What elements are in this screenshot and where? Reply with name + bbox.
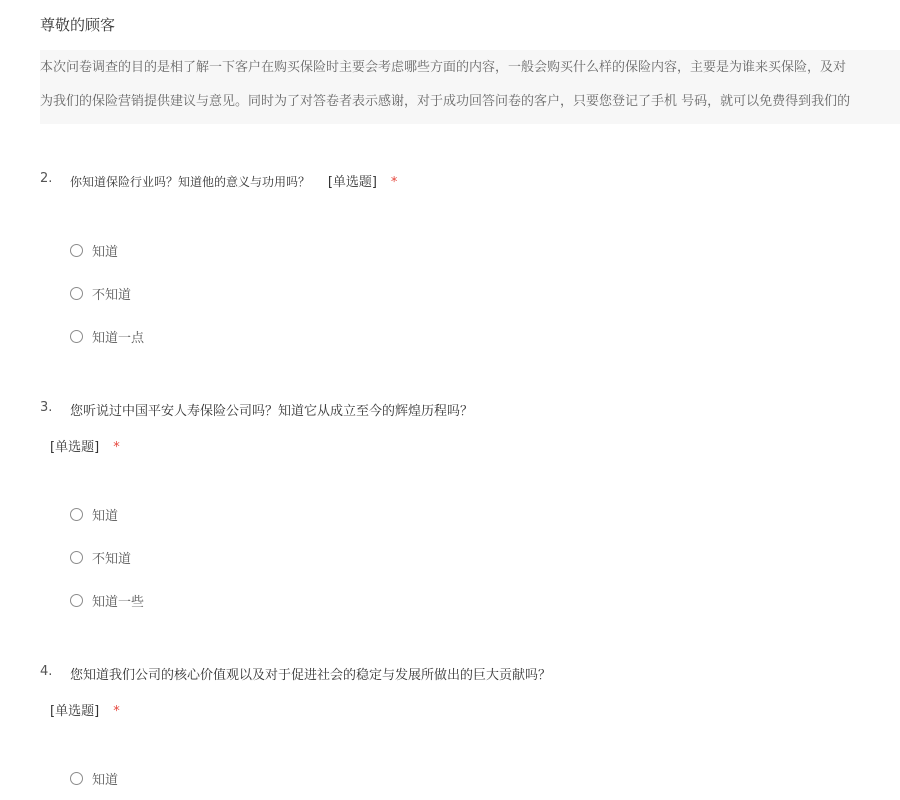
question-type: [单选题] <box>50 704 100 719</box>
option-label: 不知道 <box>92 287 132 303</box>
option-label: 知道 <box>92 508 119 524</box>
question-type: [单选题] <box>327 175 377 190</box>
option-radio[interactable] <box>70 769 118 787</box>
option-radio[interactable] <box>70 548 131 566</box>
radio-icon[interactable] <box>70 508 83 521</box>
question-text: 您知道我们公司的核心价值观以及对于促进社会的稳定与发展所做出的巨大贡献吗？ <box>70 668 552 683</box>
question-title <box>70 171 397 190</box>
radio-icon[interactable] <box>70 244 83 257</box>
option-radio[interactable] <box>70 505 118 523</box>
question-text: 你知道保险行业吗？知道他的意义与功用吗？ <box>70 175 311 189</box>
option-radio[interactable] <box>70 284 131 302</box>
option-label: 不知道 <box>92 551 132 567</box>
option-label: 知道 <box>92 772 119 788</box>
radio-icon[interactable] <box>70 772 83 785</box>
survey-greeting: 尊敬的顾客 <box>40 16 116 34</box>
option-radio[interactable] <box>70 591 144 609</box>
required-mark: * <box>113 440 120 455</box>
intro-line: 为我们的保险营销提供建议与意见。同时为了对答卷者表示感谢，对于成功回答问卷的客户，只要您登记了手机 号码，就可以免费得到我们的 <box>40 94 851 109</box>
radio-icon[interactable] <box>70 330 83 343</box>
question-number: 2. <box>40 171 53 186</box>
intro-line: 本次问卷调查的目的是相了解一下客户在购买保险时主要会考虑哪些方面的内容，一般会购买什么样的保险内容，主要是为谁来买保险，及对 <box>40 60 847 75</box>
required-mark: * <box>390 175 398 190</box>
option-radio[interactable] <box>70 327 144 345</box>
option-label: 知道 <box>92 244 119 260</box>
option-radio[interactable] <box>70 241 118 259</box>
question-text: 您听说过中国平安人寿保险公司吗？知道它从成立至今的辉煌历程吗？ <box>70 404 474 419</box>
survey-intro <box>40 50 900 124</box>
radio-icon[interactable] <box>70 594 83 607</box>
question-number: 4. <box>40 664 53 679</box>
required-mark: * <box>113 704 120 719</box>
option-label: 知道一点 <box>92 330 145 346</box>
option-label: 知道一些 <box>92 594 145 610</box>
radio-icon[interactable] <box>70 551 83 564</box>
radio-icon[interactable] <box>70 287 83 300</box>
question-type: [单选题] <box>50 440 100 455</box>
question-number: 3. <box>40 400 53 415</box>
question-type-line <box>50 436 120 455</box>
question-type-line <box>50 700 120 719</box>
